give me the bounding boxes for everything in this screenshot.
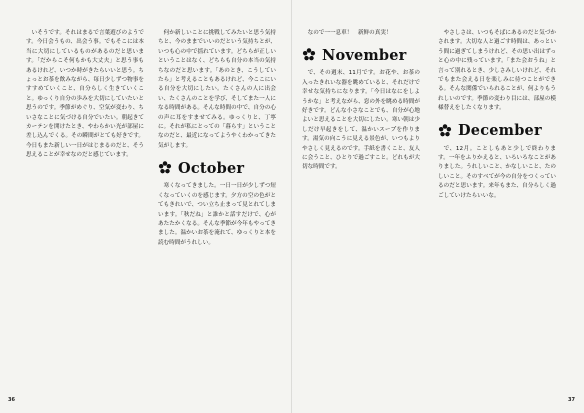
- month-heading-october: [158, 161, 276, 175]
- body-paragraph: で、12月。ことしもあと少しで終わります。一年をふりかえると、いろいろなことがありました。うれしいこと、かなしいこと、たのしいこと。そのすべてが今の自分をつくっているのだと思います。来年もまた、自分らしく過ごしていけたらいいな。: [438, 145, 556, 199]
- body-paragraph: 何か新しいことに挑戦してみたいと思う気持ちと、今のままでいいのだという気持ちとが、いつも心の中で揺れています。どちらが正しいということはなく、どちらも自分の本当の気持ちなのだと思います。「あのとき、こうしていたら」と考えることもあるけれど、今ここにいる自分を大切にしたい。たくさんの人に出会い、たくさんのことを学び、そしてまた一人になる時間がある。そんな時間の中で、自分の心の声に耳をすませてみる。ゆっくりと、丁寧に。それが私にとっての「暮らす」ということなのだと、最近になってようやくわかってきた気がします。: [158, 30, 276, 149]
- left-page-column-1: [26, 29, 144, 381]
- right-page: [292, 0, 584, 413]
- flower-icon: [302, 48, 316, 62]
- body-paragraph: 寒くなってきました。一日一日が少しずつ短くなっていくのを感じます。夕方の空の色がとてもきれいで、つい立ち止まって見とれてしまいます。「秋だね」と誰かと話すだけで、心があたたかくなる。そんな季節が今年もやってきました。温かいお茶を淹れて、ゆっくりと本を読む時間がうれしい。: [158, 183, 276, 246]
- flower-icon: [158, 161, 172, 175]
- month-title: December: [458, 121, 542, 139]
- body-paragraph: で、その週末、11月です。お花や、お茶の入ったきれいな器を眺めていると、それだけで幸せな気持ちになります。「今日はなにをしようかな」と考えながら、窓の外を眺める時間が好きです。どんな小さなことでも、自分が心地よいと思えることを大切にしたい。寒い朝は少しだけ早起きをして、温かいスープを作ります。湯気の向こうに見える景色が、いつもよりやさしく見えるのです。手紙を書くこと、友人に会うこと、ひとりで過ごすこと。どれもが大切な時間です。: [302, 70, 420, 171]
- body-paragraph: なので一一息車！ 新鮮の真実！: [307, 30, 392, 36]
- month-heading-december: [438, 121, 556, 139]
- month-title: October: [178, 159, 245, 177]
- month-title: November: [322, 46, 407, 64]
- page-number: 36: [8, 397, 15, 403]
- flower-icon: [438, 124, 452, 138]
- month-heading-november: [302, 48, 420, 62]
- page-number: 37: [568, 397, 575, 403]
- body-paragraph: やさしさは、いつもそばにあるのだと気づかされます。大切な人と過ごす時間は、あっという間に過ぎてしまうけれど、その思い出はずっと心の中に残っています。「また会おうね」と言って別れるとき、少しさみしいけれど、それでもまた会える日を楽しみに待つことができる。そんな関係でいられることが、何よりもうれしいのです。季節の変わり目には、部屋の模様替えをしたくなります。: [438, 30, 556, 112]
- right-page-column-1: [302, 29, 420, 381]
- body-paragraph: いそうです。それはまるで言葉遊びのようです。今日会うもの、出会う事。でもそこには本当に大切にしているものがあるのだと思います。「だからこそ何もかも大丈夫」と思う事もあるけれど、いつか時がきたらいいと思う。ちょっとお茶を飲みながら、毎日少しずつ物事をすすめていくこと、自分らしく生きていくこと。ゆっくり自分の歩みを大切にしていたいと思うのです。季節がめぐり、空気が変わり、ちいさなことに気づける自分でいたい。朝起きてカーテンを開けたとき、やわらかい光が部屋に差し込んでくる。その瞬間がとても好きです。今日もまた新しい一日がはじまるのだと、そう思えることが幸せなのだと感じています。: [26, 30, 144, 159]
- right-page-column-2: [438, 29, 556, 381]
- left-page-column-2: [158, 29, 276, 381]
